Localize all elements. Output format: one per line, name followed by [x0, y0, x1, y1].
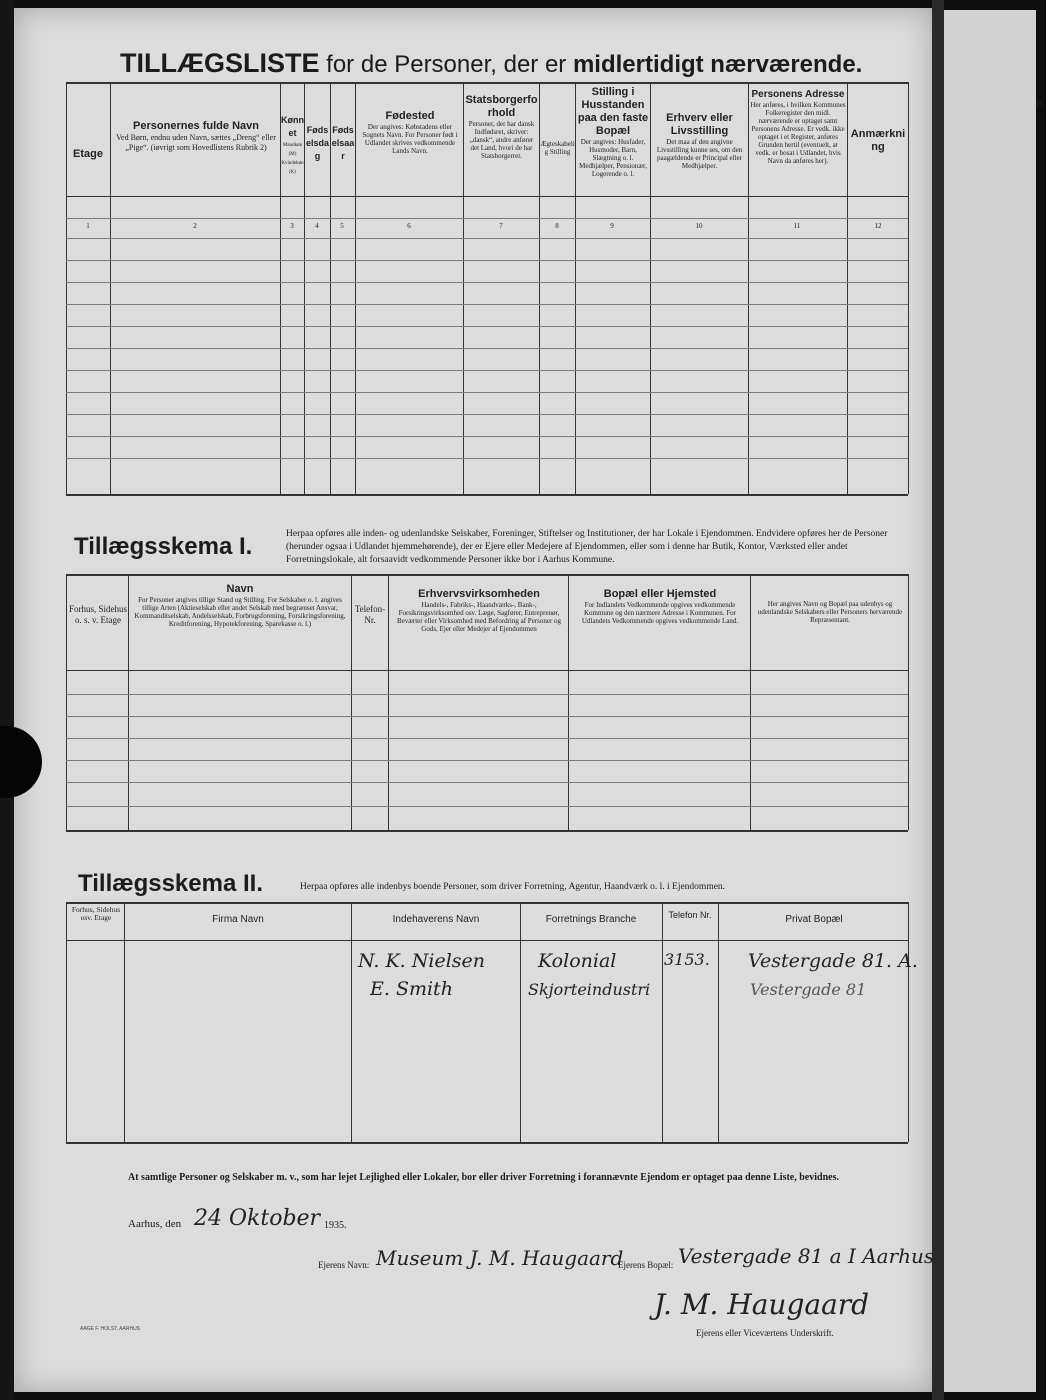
- s1-header-bopael: Bopæl eller Hjemsted For Indlandets Vedkommende opgives vedkommende Kommune og den nærmere Adresse i Kommunen. For Udlandets Vedkommende opgives vedkommende Land.: [581, 588, 739, 625]
- s2-header-etage: Forhus, Sidehus osv. Etage: [71, 905, 121, 922]
- schema1-title: Tillægsskema I.: [74, 533, 253, 560]
- col-number: 12: [874, 222, 882, 230]
- next-page-edge: K: [944, 10, 1036, 1392]
- signature-label: Ejerens eller Viceværtens Underskrift.: [696, 1328, 834, 1338]
- s2-header-telefon: Telefon Nr.: [668, 910, 712, 920]
- year: 1935.: [324, 1220, 347, 1231]
- table-row-1-indehaver: N. K. Nielsen: [358, 950, 486, 972]
- title-bold-end: midlertidigt nærværende.: [572, 51, 863, 78]
- title-rest: for de Personer, der er: [319, 51, 573, 78]
- header-statsborger: Statsborgerforhold Personer, der har dansk Indfødsret, skriver: „dansk“, andre anfører det Land, hvori de har Statsborgerret.: [465, 94, 538, 160]
- col-number: 8: [555, 222, 559, 230]
- col-number: 1: [86, 222, 90, 230]
- header-fodselsdag: Fødselsdag: [305, 125, 329, 161]
- table-row-2-bopael: Vestergade 81: [750, 980, 867, 999]
- header-erhverv: Erhverv eller Livsstilling Det maa af den angivne Livsstilling kunne ses, om den paagældende er Principal eller Medhjælper.: [656, 112, 743, 170]
- title-bold: TILLÆGSLISTE: [120, 48, 320, 78]
- col-number: 9: [610, 222, 614, 230]
- s2-header-branche: Forretnings Branche: [545, 914, 637, 925]
- col-number: 5: [340, 222, 344, 230]
- col-number: 2: [193, 222, 197, 230]
- table-row-1-branche: Kolonial: [538, 950, 617, 972]
- col-number: 3: [290, 222, 294, 230]
- table-row-2-indehaver: E. Smith: [370, 978, 453, 1000]
- scan-border: [0, 0, 14, 1400]
- attestation-text: At samtlige Personer og Selskaber m. v., som har lejet Lejlighed eller Lokaler, bor eller driver Forretning i forannævnte Ejendom er optaget paa denne Liste, bevidnes.: [128, 1172, 839, 1183]
- schema2-title: Tillægsskema II.: [78, 870, 263, 897]
- col-number: 6: [407, 222, 411, 230]
- s1-header-navn: Navn For Personer angives tillige Stand og Stilling. For Selskaber o. l. angives tillige Arten (Aktieselskab eller andet Selskab med begrænset Ansvar, Kommanditselskab, Andelsselskab, Forbrugsforening, Forsikringsforening, Kreditforening, Hypotekforening, Sparekasse o. l.): [134, 583, 346, 628]
- col-number: 10: [695, 222, 703, 230]
- schema1-description: Herpaa opføres alle inden- og udenlandske Selskaber, Foreninger, Stiftelser og Institutioner, der har Lokale i Ejendommen. Endvidere opføres her de Personer (herunder ogsaa i Udlandet hjemmehørende), der er Ejere eller Medejere af Ejendommen, eller som i denne har Butik, Kontor, Værksted eller andet Forretningslokale, alt forsaavidt vedkommende Personer ikke bor i Aarhus Kommune.: [286, 529, 888, 565]
- date-handwritten: 24 Oktober: [194, 1206, 321, 1231]
- header-adresse: Personens Adresse Her anføres, i hvilken Kommunes Folkeregister den midl. nærværende er optaget samt Personens Adresse. Er vedk. ikke optaget i et Register, anføres Grunden hertil (eventuelt, at vedk. er bosat i Udlandet, hvis Navn da anføres her).: [750, 89, 846, 165]
- header-fodselsaar: Fødselsaar: [331, 125, 355, 161]
- s2-header-firma: Firma Navn: [212, 914, 264, 925]
- s1-header-telefon: Telefon-Nr.: [354, 604, 386, 625]
- signature-handwritten: J. M. Haugaard: [654, 1288, 870, 1321]
- schema2-description: Herpaa opføres alle indenbys boende Personer, som driver Forretning, Agentur, Haandværk o. l. i Ejendommen.: [300, 882, 726, 892]
- header-fodested: Fødested Der angives: Købstadens eller Sognets Navn. For Personer født i Udlandet skrives vedkommende Lands Navn.: [362, 110, 458, 155]
- s1-header-erhverv: Erhvervsvirksomheden Handels-, Fabriks-, Haandværks-, Bank-, Forsikringsvirksomhed osv. Læge, Sagfører, Entreprenør, Beværter eller Virksomhed med Befordring af Personer og Gods, Ejer eller Medejer af Ejendommen: [396, 588, 562, 633]
- table-row-1-telefon: 3153.: [664, 950, 710, 969]
- header-stilling-husstand: Stilling i Husstanden paa den faste Bopæl Der angives: Husfader, Husmoder, Barn, Slægtning o. l. Medhjælper, Pensionær, Logerende o. l.: [577, 86, 649, 178]
- table-row-1-bopael: Vestergade 81. A.: [748, 950, 918, 972]
- header-fulde-navn: Personernes fulde Navn Ved Børn, endnu uden Navn, sættes „Dreng“ eller „Pige“. (iøvrigt som Hovedlistens Rubrik 2): [116, 120, 276, 152]
- owner-name-handwritten: Museum J. M. Haugaard: [376, 1246, 624, 1270]
- page-title: [120, 48, 862, 79]
- col-number: 4: [315, 222, 319, 230]
- header-konnet: Kønnet Mandkøn (M) Kvindekøn (K): [281, 115, 304, 175]
- place-label: Aarhus, den: [128, 1218, 182, 1230]
- owner-address-handwritten: Vestergade 81 a I Aarhus: [678, 1244, 935, 1268]
- printer-imprint: AAGE F. HOLST, AARHUS: [80, 1326, 141, 1332]
- owner-name-label: Ejerens Navn:: [318, 1260, 370, 1270]
- s2-header-bopael: Privat Bopæl: [785, 914, 843, 925]
- header-etage: Etage: [73, 148, 103, 160]
- col-number: 7: [499, 222, 503, 230]
- header-anmaerkning: Anmærkning: [850, 128, 906, 153]
- s1-header-etage: Forhus, Sidehus o. s. v. Etage: [68, 604, 127, 625]
- header-aegteskab: Ægteskabelig Stilling: [540, 140, 575, 156]
- book-spine: [932, 0, 944, 1400]
- s2-header-indehaver: Indehaverens Navn: [392, 914, 480, 925]
- form-page: [14, 8, 935, 1392]
- col-number: 11: [793, 222, 801, 230]
- table-row-2-branche: Skjorteindustri: [528, 980, 651, 999]
- s1-header-repraesentant: Her angives Navn og Bopæl paa udenbys og udenlandske Selskabers eller Personers herværende Repræsentant.: [757, 600, 903, 624]
- owner-address-label: Ejerens Bopæl:: [618, 1260, 674, 1270]
